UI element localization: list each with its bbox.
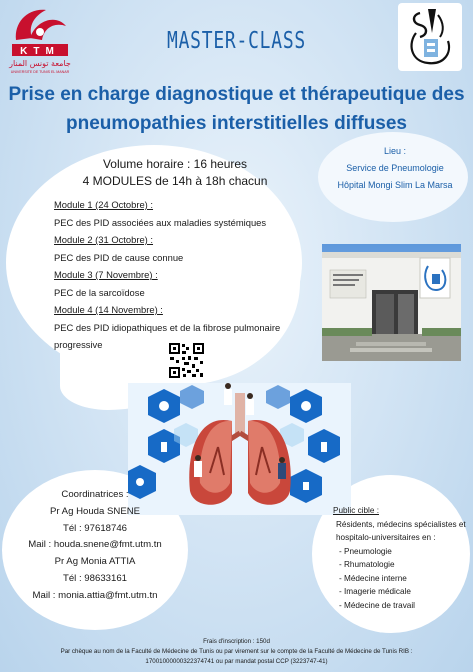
modules-list [54, 196, 324, 354]
contacts-heading: Coordinatrices : [61, 489, 129, 500]
coordinator-email[interactable]: Mail : monia.attia@fmt.utm.tn [32, 589, 158, 601]
audience-item: - Médecine interne [339, 573, 407, 583]
audience-item: - Rhumatologie [339, 560, 395, 569]
module-topic: PEC des PID idiopathiques et de la fibrose pulmonaire progressive [54, 321, 281, 350]
audience-item: - Pneumologie [339, 546, 392, 556]
location-info [322, 143, 468, 194]
modules-summary-text: 4 MODULES de 14h à 18h chacun [82, 174, 268, 188]
module-heading: Module 1 (24 Octobre) : [54, 199, 154, 210]
title-line-1: Prise en charge diagnostique et thérapeutique des [8, 84, 465, 105]
series-title: MASTER-CLASS [167, 28, 306, 54]
target-audience [333, 504, 469, 612]
page-title [6, 80, 467, 138]
registration-fee: Frais d'inscription : 150d [203, 638, 270, 645]
location-line-2: Hôpital Mongi Slim La Marsa [337, 180, 453, 190]
audience-intro: Résidents, médecins spécialistes et hospitalo-universitaires en : [336, 519, 466, 542]
audience-heading: Public cible : [333, 506, 379, 515]
payment-instructions: Par chèque au nom de la Faculté de Médecine de Tunis ou par virement sur le compte de la Faculté de Médecine de Tunis RIB : [60, 648, 413, 655]
hours-text: Volume horaire : 16 heures [102, 157, 248, 171]
location-label: Lieu : [383, 146, 407, 156]
module-topic: PEC de la sarcoïdose [54, 286, 145, 298]
coordinators-contacts [6, 487, 184, 605]
module-topic: PEC des PID de cause connue [54, 251, 184, 263]
audience-item: - Imagerie médicale [339, 587, 411, 596]
coordinator-phone[interactable]: Tél : 98633161 [62, 572, 127, 584]
location-line-1: Service de Pneumologie [346, 163, 444, 173]
registration-footer [0, 637, 473, 667]
coordinator-name: Pr Ag Houda SNENE [49, 505, 141, 517]
module-topic: PEC des PID associées aux maladies systémiques [54, 216, 267, 228]
hospital-photo [322, 244, 461, 361]
coordinator-name: Pr Ag Monia ATTIA [54, 556, 136, 568]
module-heading: Module 3 (7 Novembre) : [54, 269, 158, 280]
audience-item: - Médecine de travail [339, 600, 415, 610]
svg-text:UNIVERSITE DE TUNIS EL MANAR: UNIVERSITE DE TUNIS EL MANAR [10, 70, 70, 74]
schedule-summary [60, 156, 290, 190]
qr-code[interactable] [168, 342, 205, 379]
bank-account: 17001000000322374741 ou par mandat postal CCP (3223747-41) [145, 658, 328, 665]
module-heading: Module 2 (31 Octobre) : [54, 234, 154, 245]
title-line-2: pneumopathies interstitielles diffuses [65, 113, 408, 134]
svg-text:KTM: KTM [20, 46, 60, 57]
module-heading: Module 4 (14 Novembre) : [54, 304, 163, 315]
svg-text:جامعة تونس المنار: جامعة تونس المنار [9, 59, 71, 68]
coordinator-phone[interactable]: Tél : 97618746 [62, 522, 127, 534]
coordinator-email[interactable]: Mail : houda.snene@fmt.utm.tn [28, 539, 162, 551]
